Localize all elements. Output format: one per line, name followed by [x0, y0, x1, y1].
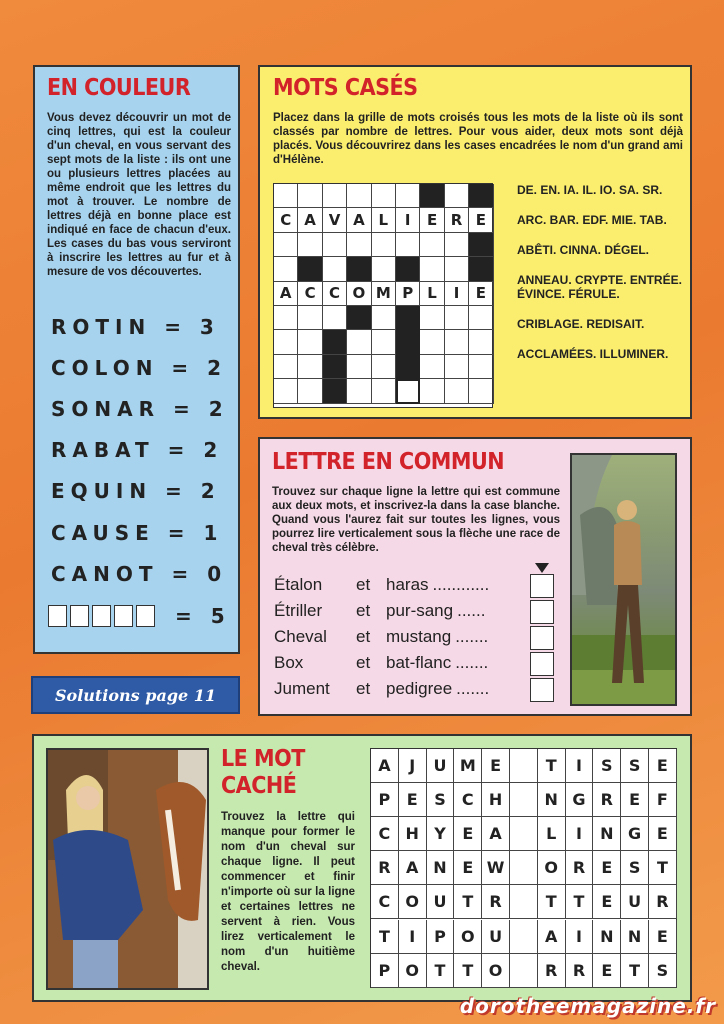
clue-word: ROTIN = 3	[51, 315, 220, 339]
word-group: ANNEAU. CRYPTE. ENTRÉE. ÉVINCE. FÉRULE.	[517, 273, 682, 301]
letter-cell: I	[399, 920, 427, 954]
crossword-cell[interactable]: C	[274, 208, 298, 232]
girl-with-horse-photo	[46, 748, 209, 990]
word-pair-row	[274, 601, 485, 621]
letter-cell: A	[371, 749, 399, 783]
crossword-cell[interactable]	[469, 330, 493, 354]
crossword-cell[interactable]: E	[469, 282, 493, 306]
crossword-cell	[420, 184, 444, 208]
crossword-cell[interactable]: A	[347, 208, 371, 232]
clue-word: CAUSE = 1	[51, 521, 224, 545]
letter-cell: I	[566, 817, 594, 851]
word-1: Box	[274, 653, 304, 672]
crossword-cell[interactable]	[298, 330, 322, 354]
conjunction: et	[356, 679, 371, 698]
letter-cell: T	[427, 954, 455, 988]
word-list	[517, 183, 687, 377]
crossword-cell[interactable]: E	[420, 208, 444, 232]
letter-cell: S	[427, 783, 455, 817]
crossword-cell[interactable]	[347, 330, 371, 354]
crossword-cell[interactable]	[420, 379, 444, 403]
crossword-cell[interactable]: A	[274, 282, 298, 306]
crossword-cell[interactable]	[396, 184, 420, 208]
letter-cell: E	[454, 851, 482, 885]
crossword-cell	[396, 355, 420, 379]
crossword-cell	[396, 306, 420, 330]
letter-cell: N	[427, 851, 455, 885]
letter-cell: T	[566, 885, 594, 919]
answer-cell[interactable]	[530, 600, 554, 624]
letter-cell: E	[454, 817, 482, 851]
answer-cell[interactable]	[530, 678, 554, 702]
letter-cell: E	[593, 851, 621, 885]
crossword-cell[interactable]: R	[445, 208, 469, 232]
crossword-cell[interactable]: I	[445, 282, 469, 306]
crossword-cell[interactable]	[323, 257, 347, 281]
letter-cell: T	[538, 885, 566, 919]
clue-word: COLON = 2	[51, 356, 228, 380]
crossword-cell[interactable]	[274, 257, 298, 281]
le-mot-cache-instructions: Trouvez la lettre qui manque pour former le nom d'un cheval sur chaque ligne. Il peut commencer et finir n'importe où sur la ligne et certaines lettres ne servent à rien. Vous lirez verticalement le nom d'un huitième cheval.	[221, 811, 355, 973]
letter-cell: O	[538, 851, 566, 885]
crossword-cell[interactable]	[274, 306, 298, 330]
conjunction: et	[356, 575, 371, 594]
crossword-cell	[469, 257, 493, 281]
crossword-cell[interactable]	[274, 233, 298, 257]
crossword-cell[interactable]	[372, 330, 396, 354]
answer-box[interactable]	[48, 605, 67, 627]
letter-cell: H	[399, 817, 427, 851]
crossword-cell[interactable]: C	[323, 282, 347, 306]
word-2: pedigree	[386, 679, 453, 698]
crossword-cell	[323, 379, 347, 403]
letter-cell: T	[371, 920, 399, 954]
letter-cell: J	[399, 749, 427, 783]
conjunction: et	[356, 653, 371, 672]
letter-cell: N	[593, 817, 621, 851]
letter-cell: N	[593, 920, 621, 954]
lettre-en-commun-instructions: Trouvez sur chaque ligne la lettre qui est commune aux deux mots, et inscrivez-la dans la case blanche. Quand vous l'aurez fait sur toutes les lignes, vous pourrez lire verticalement sous la flèche une race de cheval très célèbre.	[272, 486, 560, 554]
answer-score: = 5	[175, 604, 231, 628]
word-pair-row	[274, 679, 489, 699]
letter-cell: O	[482, 954, 510, 988]
letter-cell: S	[649, 954, 677, 988]
down-arrow-icon	[535, 563, 549, 573]
letter-cell: A	[399, 851, 427, 885]
solutions-banner: Solutions page 11	[31, 676, 240, 714]
missing-letter-cell[interactable]	[510, 749, 538, 783]
crossword-cell[interactable]	[347, 355, 371, 379]
crossword-cell[interactable]	[298, 233, 322, 257]
crossword-cell[interactable]	[298, 306, 322, 330]
crossword-cell[interactable]: I	[396, 208, 420, 232]
letter-cell: H	[482, 783, 510, 817]
word-2: bat-flanc	[386, 653, 452, 672]
crossword-cell[interactable]	[445, 306, 469, 330]
crossword-cell	[323, 330, 347, 354]
mots-cases-instructions: Placez dans la grille de mots croisés tous les mots de la liste où ils sont classés par nombre de lettres. Pour vous aider, deux mots sont déjà placés. Vous découvrirez dans les cases encadrées le nom d'un grand ami d'Hélène.	[273, 112, 683, 166]
word-1: Jument	[274, 679, 330, 698]
crossword-cell	[396, 257, 420, 281]
title-line-2: CACHÉ	[221, 773, 297, 799]
word-group: ABÊTI. CINNA. DÉGEL.	[517, 243, 650, 257]
letter-cell: R	[482, 885, 510, 919]
crossword-cell[interactable]	[445, 355, 469, 379]
missing-letter-cell[interactable]	[510, 920, 538, 954]
crossword-cell[interactable]: E	[469, 208, 493, 232]
crossword-cell[interactable]	[372, 379, 396, 403]
crossword-cell[interactable]	[274, 330, 298, 354]
answer-column[interactable]	[530, 574, 554, 704]
letter-cell: E	[593, 885, 621, 919]
letter-cell: S	[593, 749, 621, 783]
letter-cell: R	[593, 783, 621, 817]
letter-cell: O	[399, 885, 427, 919]
crossword-cell[interactable]	[347, 184, 371, 208]
crossword-cell[interactable]	[445, 184, 469, 208]
letter-cell: N	[621, 920, 649, 954]
word-1: Étriller	[274, 601, 323, 620]
girl-walking-photo	[570, 453, 677, 706]
word-2: pur-sang	[386, 601, 454, 620]
crossword-cell	[396, 330, 420, 354]
letter-cell: O	[454, 920, 482, 954]
word-group: DE. EN. IA. IL. IO. SA. SR.	[517, 183, 663, 197]
crossword-cell[interactable]	[420, 330, 444, 354]
crossword-cell[interactable]	[420, 355, 444, 379]
leader-dots: .......	[456, 679, 490, 698]
letter-cell: T	[649, 851, 677, 885]
lettre-en-commun-title: LETTRE EN COMMUN	[272, 449, 505, 475]
crossword-cell[interactable]	[445, 379, 469, 403]
crossword-cell[interactable]: L	[372, 208, 396, 232]
crossword-cell[interactable]: P	[396, 282, 420, 306]
letter-cell: F	[649, 783, 677, 817]
crossword-cell[interactable]: O	[347, 282, 371, 306]
crossword-cell[interactable]	[274, 379, 298, 403]
missing-letter-cell[interactable]	[510, 783, 538, 817]
crossword-cell[interactable]	[396, 379, 420, 403]
hidden-word-grid[interactable]	[370, 748, 677, 988]
en-couleur-title: EN COULEUR	[47, 75, 191, 101]
letter-cell: E	[621, 783, 649, 817]
clue-word: SONAR = 2	[51, 397, 229, 421]
clue-word: EQUIN = 2	[51, 479, 221, 503]
crossword-cell[interactable]: A	[298, 208, 322, 232]
site-watermark: dorotheemagazine.fr	[459, 994, 716, 1018]
crossword-cell	[347, 306, 371, 330]
crossword-cell[interactable]	[445, 233, 469, 257]
crossword-cell[interactable]	[469, 379, 493, 403]
conjunction: et	[356, 601, 371, 620]
letter-cell: S	[621, 851, 649, 885]
crossword-cell	[347, 257, 371, 281]
crossword-cell	[469, 184, 493, 208]
crossword-cell	[323, 355, 347, 379]
letter-cell: L	[538, 817, 566, 851]
title-line-1: LE MOT	[221, 746, 305, 772]
letter-cell: C	[454, 783, 482, 817]
missing-letter-cell[interactable]	[510, 885, 538, 919]
letter-cell: G	[621, 817, 649, 851]
crossword-cell[interactable]	[274, 184, 298, 208]
letter-cell: O	[399, 954, 427, 988]
word-2: haras	[386, 575, 429, 594]
word-pair-row	[274, 653, 488, 673]
letter-cell: R	[649, 885, 677, 919]
letter-cell: U	[621, 885, 649, 919]
answer-box[interactable]	[92, 605, 111, 627]
en-couleur-instructions: Vous devez découvrir un mot de cinq lettres, qui est la couleur d'un cheval, en vous servant des sept mots de la liste : ils ont une ou plusieurs lettres placées au même endroit que les lettres du mot à trouver. Le nombre de lettres déjà en bonne place est indiqué en face de chacun d'eux. Les cases du bas vous serviront à inscrire les lettres au fur et à mesure de vos découvertes.	[47, 112, 231, 278]
leader-dots: .......	[455, 653, 489, 672]
letter-cell: R	[371, 851, 399, 885]
answer-box[interactable]	[114, 605, 133, 627]
crossword-cell[interactable]	[347, 379, 371, 403]
word-1: Étalon	[274, 575, 323, 594]
answer-cell[interactable]	[530, 652, 554, 676]
leader-dots: .......	[455, 627, 489, 646]
letter-cell: C	[371, 817, 399, 851]
clue-word: RABAT = 2	[51, 438, 224, 462]
crossword-cell	[469, 233, 493, 257]
letter-cell: S	[621, 749, 649, 783]
letter-cell: E	[649, 749, 677, 783]
le-mot-cache-title	[221, 746, 331, 800]
conjunction: et	[356, 627, 371, 646]
answer-box[interactable]	[70, 605, 89, 627]
letter-cell: N	[538, 783, 566, 817]
crossword-cell[interactable]	[396, 233, 420, 257]
clue-word: CANOT = 0	[51, 562, 228, 586]
word-group: ARC. BAR. EDF. MIE. TAB.	[517, 213, 667, 227]
crossword-cell[interactable]	[445, 257, 469, 281]
lettre-en-commun-panel	[258, 437, 692, 716]
crossword-cell[interactable]	[420, 306, 444, 330]
letter-cell: R	[566, 851, 594, 885]
crossword-cell[interactable]: C	[298, 282, 322, 306]
letter-cell: I	[566, 749, 594, 783]
letter-cell: U	[427, 749, 455, 783]
crossword-cell[interactable]: V	[323, 208, 347, 232]
crossword-cell[interactable]	[347, 233, 371, 257]
letter-cell: U	[482, 920, 510, 954]
crossword-cell[interactable]	[298, 379, 322, 403]
word-1: Cheval	[274, 627, 327, 646]
crossword-cell[interactable]	[323, 306, 347, 330]
crossword-cell[interactable]	[445, 330, 469, 354]
word-group: CRIBLAGE. REDISAIT.	[517, 317, 645, 331]
letter-cell: E	[649, 817, 677, 851]
crossword-cell[interactable]	[323, 184, 347, 208]
word-2: mustang	[386, 627, 452, 646]
missing-letter-cell[interactable]	[510, 851, 538, 885]
mots-cases-title: MOTS CASÉS	[273, 75, 418, 101]
crossword-cell[interactable]	[469, 355, 493, 379]
mots-cases-panel	[258, 65, 692, 419]
answer-cell[interactable]	[530, 574, 554, 598]
letter-cell: U	[427, 885, 455, 919]
crossword-cell[interactable]	[323, 233, 347, 257]
le-mot-cache-panel	[32, 734, 692, 1002]
crossword-cell[interactable]	[298, 184, 322, 208]
crossword-cell[interactable]	[372, 355, 396, 379]
word-pair-row	[274, 575, 489, 595]
letter-cell: A	[538, 920, 566, 954]
letter-cell: P	[371, 954, 399, 988]
letter-cell: I	[566, 920, 594, 954]
letter-cell: G	[566, 783, 594, 817]
crossword-cell	[298, 257, 322, 281]
crossword-grid[interactable]	[273, 183, 493, 408]
letter-cell: R	[538, 954, 566, 988]
answer-cell[interactable]	[530, 626, 554, 650]
letter-cell: C	[371, 885, 399, 919]
letter-cell: R	[566, 954, 594, 988]
crossword-cell[interactable]	[420, 257, 444, 281]
crossword-cell[interactable]: M	[372, 282, 396, 306]
crossword-cell[interactable]	[372, 306, 396, 330]
answer-boxes[interactable]	[48, 605, 155, 627]
crossword-cell[interactable]	[298, 355, 322, 379]
letter-cell: P	[427, 920, 455, 954]
crossword-cell[interactable]	[274, 355, 298, 379]
letter-cell: E	[593, 954, 621, 988]
crossword-cell[interactable]	[420, 233, 444, 257]
letter-cell: T	[538, 749, 566, 783]
letter-cell: T	[621, 954, 649, 988]
crossword-cell[interactable]	[469, 306, 493, 330]
letter-cell: A	[482, 817, 510, 851]
crossword-cell[interactable]	[372, 257, 396, 281]
letter-cell: E	[649, 920, 677, 954]
letter-cell: E	[399, 783, 427, 817]
letter-cell: T	[454, 885, 482, 919]
answer-box[interactable]	[136, 605, 155, 627]
crossword-cell[interactable]	[372, 184, 396, 208]
word-pair-row	[274, 627, 488, 647]
leader-dots: ............	[432, 575, 490, 594]
missing-letter-cell[interactable]	[510, 954, 538, 988]
crossword-cell[interactable]	[372, 233, 396, 257]
letter-cell: T	[454, 954, 482, 988]
letter-cell: M	[454, 749, 482, 783]
word-group: ACCLAMÉES. ILLUMINER.	[517, 347, 669, 361]
letter-cell: P	[371, 783, 399, 817]
letter-cell: Y	[427, 817, 455, 851]
crossword-cell[interactable]: L	[420, 282, 444, 306]
letter-cell: W	[482, 851, 510, 885]
leader-dots: ......	[457, 601, 486, 620]
missing-letter-cell[interactable]	[510, 817, 538, 851]
letter-cell: E	[482, 749, 510, 783]
en-couleur-panel	[33, 65, 240, 654]
